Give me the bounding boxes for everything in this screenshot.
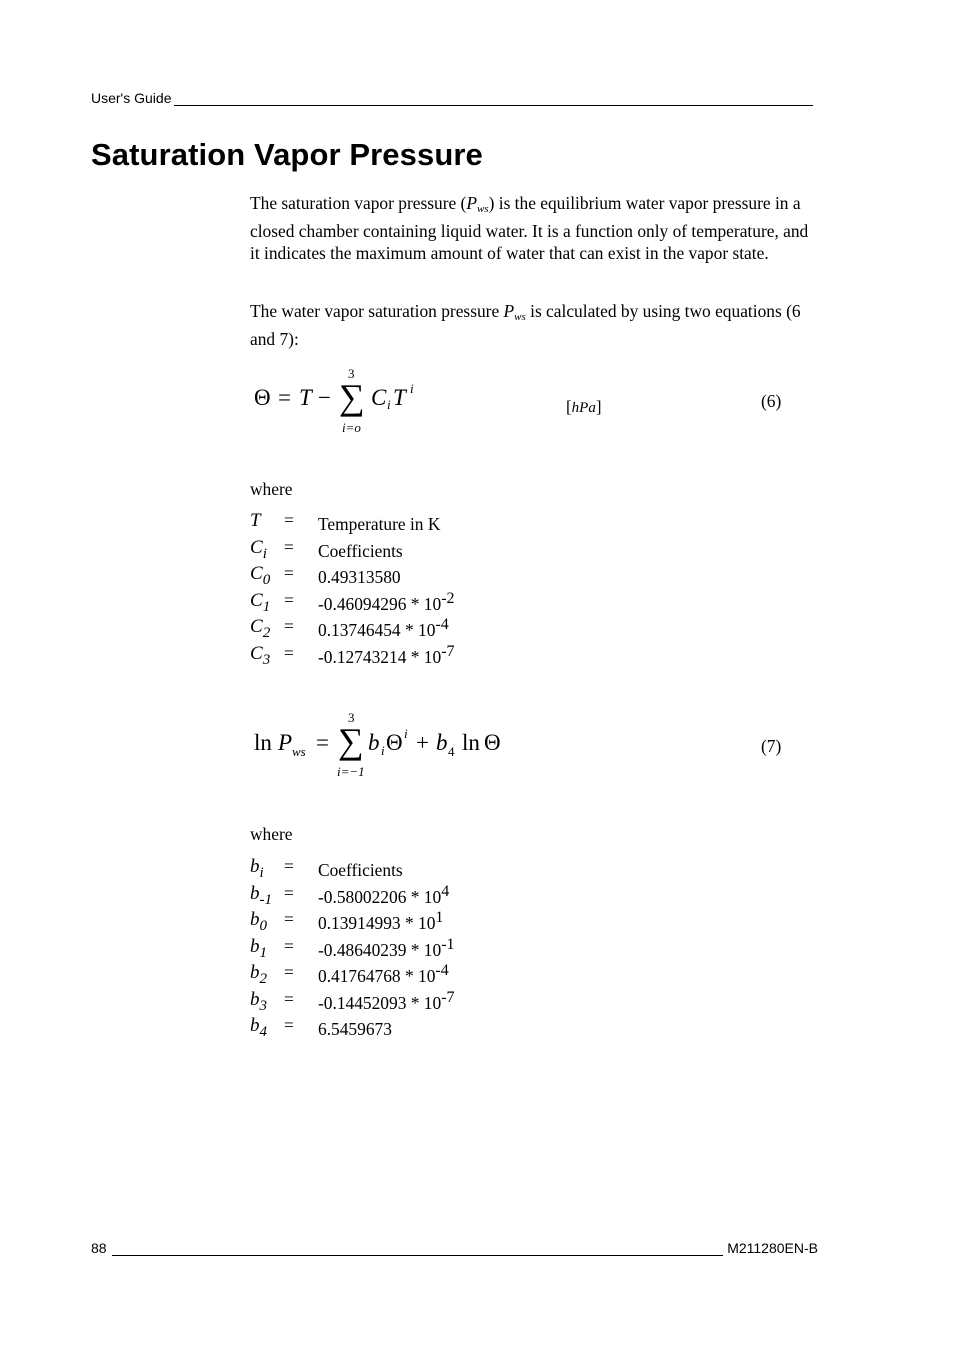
symbol-letter: b — [250, 988, 260, 1010]
equals-sign: = — [284, 563, 294, 583]
value-text: Coefficients — [318, 860, 403, 880]
variable-value — [318, 590, 455, 615]
variable-value — [318, 936, 455, 961]
variable-symbol — [250, 643, 270, 669]
value-text: -0.48640239 * 10 — [318, 939, 442, 960]
value-exponent: 1 — [435, 909, 444, 926]
value-exponent: -7 — [441, 642, 455, 660]
eq7-number: (7) — [761, 736, 782, 756]
equals-sign: = — [284, 1015, 294, 1035]
value-text: 0.13914993 * 10 — [318, 913, 436, 933]
eq7-P-sub: ws — [292, 744, 306, 759]
eq7-ln: ln — [254, 730, 272, 755]
equals-sign: = — [284, 935, 294, 956]
symbol-letter: C — [250, 536, 263, 558]
para2-text-a: The water vapor saturation pressure — [250, 301, 504, 321]
para1-symbol: P — [466, 193, 477, 213]
eq6-unit-text: hPa — [571, 400, 596, 416]
eq7-P: P — [278, 730, 293, 755]
variable-symbol — [250, 537, 267, 563]
value-text: Temperature in K — [318, 514, 441, 534]
eq7-sum-lower: i=−1 — [337, 764, 365, 779]
value-text: -0.58002206 * 10 — [318, 886, 442, 907]
value-text: -0.46094296 * 10 — [318, 593, 442, 614]
symbol-subscript: 1 — [262, 598, 271, 615]
value-text: -0.14452093 * 10 — [318, 992, 442, 1013]
value-text: 6.5459673 — [318, 1019, 392, 1039]
variable-symbol — [250, 563, 270, 589]
symbol-letter: b — [250, 962, 260, 983]
variable-symbol — [250, 883, 272, 909]
value-exponent: -1 — [441, 935, 455, 953]
header-rule — [174, 94, 813, 106]
value-text: Coefficients — [318, 540, 403, 561]
para2-subscript: ws — [514, 311, 526, 323]
value-exponent: -7 — [441, 988, 455, 1006]
running-footer — [91, 1240, 818, 1256]
symbol-letter: T — [250, 510, 261, 531]
value-text: 0.49313580 — [318, 567, 401, 587]
symbol-subscript: 0 — [262, 572, 271, 588]
equals-sign: = — [284, 616, 294, 636]
variable-symbol — [250, 936, 267, 962]
eq6-theta: Θ — [254, 385, 271, 410]
symbol-letter: b — [250, 856, 260, 877]
eq7-plus: + — [416, 730, 429, 755]
variable-value — [318, 856, 403, 881]
symbol-subscript: i — [262, 545, 267, 562]
value-exponent: -2 — [441, 589, 455, 607]
equation-6 — [250, 365, 550, 440]
calc-paragraph — [250, 300, 820, 350]
symbol-letter: b — [250, 882, 260, 904]
eq6-equals: = — [278, 385, 291, 410]
equals-sign: = — [284, 589, 294, 610]
variable-value — [318, 510, 440, 535]
where-label-1: where — [250, 479, 293, 499]
eq6-T2: T — [393, 385, 406, 410]
variable-symbol — [250, 962, 267, 988]
equals-sign: = — [284, 909, 294, 929]
footer-rule — [112, 1244, 724, 1256]
variable-symbol — [250, 590, 270, 616]
equals-sign: = — [284, 882, 294, 903]
equals-sign: = — [284, 962, 294, 982]
eq6-number: (6) — [761, 391, 782, 411]
document-code: M211280EN-B — [727, 1240, 818, 1256]
symbol-subscript: 3 — [259, 997, 267, 1014]
variable-value — [318, 883, 449, 908]
variable-value — [318, 962, 449, 987]
symbol-letter: C — [250, 642, 263, 664]
symbol-subscript: 4 — [259, 1024, 267, 1040]
value-exponent: -4 — [435, 616, 449, 633]
eq7-equals: = — [316, 730, 329, 755]
value-exponent: -4 — [435, 962, 449, 979]
para1-subscript: ws — [476, 203, 489, 215]
eq7-b4: b — [436, 730, 448, 755]
symbol-subscript: i — [259, 865, 264, 881]
eq7-b: b — [368, 730, 380, 755]
eq7-theta-sup: i — [404, 726, 408, 741]
equals-sign: = — [284, 988, 294, 1009]
variable-value — [318, 1015, 392, 1040]
header-text: User's Guide — [91, 90, 172, 106]
symbol-letter: C — [250, 589, 263, 611]
eq6-sum-upper: 3 — [348, 366, 355, 381]
symbol-subscript: 1 — [259, 944, 267, 961]
eq6-C-sub: i — [387, 397, 391, 412]
intro-paragraph — [250, 192, 820, 264]
eq7-b-sub: i — [381, 743, 385, 758]
symbol-letter: b — [250, 1015, 260, 1036]
para2-symbol: P — [503, 301, 515, 321]
value-text: -0.12743214 * 10 — [318, 646, 442, 667]
variable-value — [318, 537, 403, 562]
symbol-subscript: 2 — [259, 971, 267, 987]
symbol-letter: C — [250, 563, 263, 584]
variable-symbol — [250, 909, 267, 935]
value-text: 0.41764768 * 10 — [318, 966, 436, 986]
page-number: 88 — [91, 1240, 107, 1256]
eq6-T: T — [299, 385, 312, 410]
eq7-b4-sub: 4 — [448, 744, 455, 759]
equals-sign: = — [284, 856, 294, 876]
symbol-subscript: 0 — [259, 918, 267, 934]
running-header — [91, 90, 813, 106]
equation-7 — [250, 709, 570, 784]
value-exponent: 4 — [441, 882, 450, 900]
para1-text-a: The saturation vapor pressure ( — [250, 193, 467, 213]
equals-sign: = — [284, 536, 294, 557]
section-title: Saturation Vapor Pressure — [91, 137, 483, 172]
symbol-letter: b — [250, 935, 260, 957]
symbol-letter: b — [250, 909, 260, 930]
variable-value — [318, 989, 455, 1014]
eq7-ln2: ln — [462, 730, 480, 755]
variable-symbol — [250, 856, 264, 882]
eq6-sigma: ∑ — [339, 377, 365, 417]
symbol-subscript: -1 — [259, 891, 272, 908]
symbol-letter: C — [250, 616, 263, 637]
value-text: 0.13746454 * 10 — [318, 620, 436, 640]
symbol-subscript: 2 — [262, 625, 271, 641]
eq6-C: C — [371, 385, 387, 410]
where-label-2: where — [250, 824, 293, 844]
eq7-sigma: ∑ — [338, 721, 364, 761]
eq6-sum-lower: i=o — [342, 420, 361, 435]
equals-sign: = — [284, 510, 294, 530]
eq6-unit: [hPa] — [566, 397, 602, 416]
variable-symbol — [250, 1015, 267, 1041]
variable-value — [318, 643, 455, 668]
variable-symbol — [250, 616, 270, 642]
variable-symbol — [250, 989, 267, 1015]
para2-text-b: is calculated by using two equations (6 and 7): — [250, 301, 801, 349]
eq7-sum-upper: 3 — [348, 710, 355, 725]
equals-sign: = — [284, 642, 294, 663]
eq7-theta2: Θ — [484, 730, 501, 755]
eq6-T-sup: i — [410, 381, 414, 396]
variable-symbol — [250, 510, 261, 536]
eq6-minus: − — [318, 385, 331, 410]
variable-value — [318, 563, 401, 588]
variable-value — [318, 909, 443, 934]
eq7-theta: Θ — [386, 730, 403, 755]
variable-value — [318, 616, 449, 641]
symbol-subscript: 3 — [262, 651, 271, 668]
para1-text-b: ) is the equilibrium water vapor pressure in a closed chamber containing liquid water. It is a function only of temperature, and it indicates the maximum amount of water that can exist in the vapor state. — [250, 193, 809, 263]
